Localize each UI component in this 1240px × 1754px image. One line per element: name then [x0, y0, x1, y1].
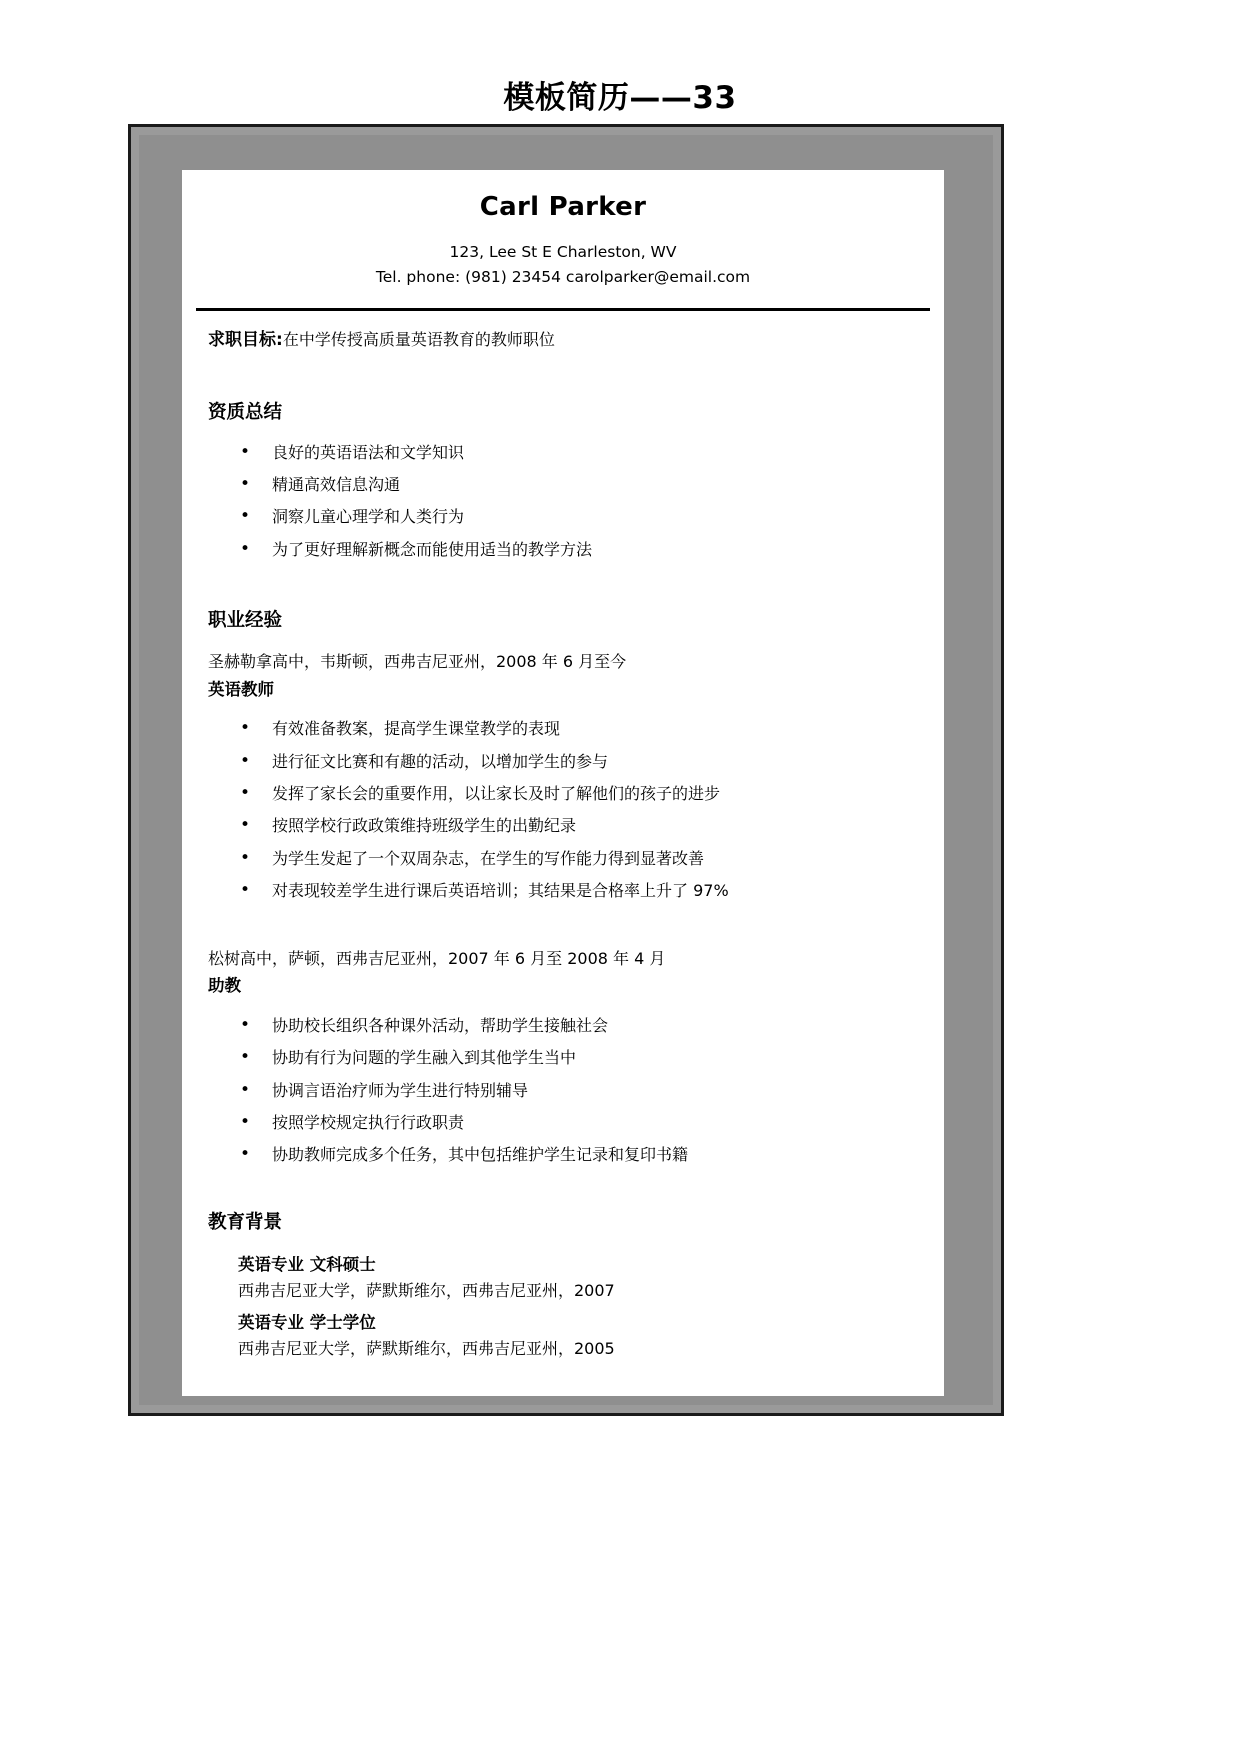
- list-item: • 协助校长组织各种课外活动，帮助学生接触社会: [208, 1015, 918, 1037]
- education-degree: 英语专业 文科硕士: [238, 1254, 376, 1274]
- list-item: • 为学生发起了一个双周杂志，在学生的写作能力得到显著改善: [208, 848, 918, 870]
- section-heading-experience: 职业经验: [208, 610, 283, 632]
- objective-label: 求职目标:: [208, 329, 283, 350]
- list-item: • 进行征文比赛和有趣的活动，以增加学生的参与: [208, 751, 918, 773]
- job-duties-list: [208, 718, 918, 902]
- list-item: • 洞察儿童心理学和人类行为: [208, 506, 918, 528]
- objective-text: 在中学传授高质量英语教育的教师职位: [282, 329, 555, 349]
- list-item: • 对表现较差学生进行课后英语培训；其结果是合格率上升了 97%: [208, 880, 918, 902]
- qualifications-list: [208, 442, 918, 562]
- job-place: 松树高中，萨顿，西弗吉尼亚州，2007 年 6 月至 2008 年 4 月: [208, 948, 666, 968]
- resume-body: [182, 311, 944, 1379]
- document-title: 模板简历——33: [503, 80, 737, 116]
- experience-entry: [208, 947, 918, 1167]
- list-item: • 良好的英语语法和文学知识: [208, 442, 918, 464]
- list-item: • 协助教师完成多个任务，其中包括维护学生记录和复印书籍: [208, 1144, 918, 1166]
- resume-card: [182, 170, 944, 1396]
- education-degree: 英语专业 学士学位: [238, 1312, 376, 1332]
- education-school: 西弗吉尼亚大学，萨默斯维尔，西弗吉尼亚州，2005: [238, 1339, 615, 1359]
- list-item: • 发挥了家长会的重要作用，以让家长及时了解他们的孩子的进步: [208, 783, 918, 805]
- list-item: • 协调言语治疗师为学生进行特别辅导: [208, 1080, 918, 1102]
- list-item: • 协助有行为问题的学生融入到其他学生当中: [208, 1047, 918, 1069]
- section-heading-qualifications: 资质总结: [208, 401, 283, 423]
- experience-entry: [208, 650, 918, 903]
- job-place: 圣赫勒拿高中，韦斯顿，西弗吉尼亚州，2008 年 6 月至今: [208, 651, 627, 671]
- education-school: 西弗吉尼亚大学，萨默斯维尔，西弗吉尼亚州，2007: [238, 1281, 615, 1301]
- list-item: • 按照学校行政政策维持班级学生的出勤纪录: [208, 815, 918, 837]
- objective-line: [208, 327, 918, 353]
- candidate-address: 123, Lee St E Charleston, WV: [449, 243, 677, 261]
- job-title: 助教: [208, 976, 241, 996]
- list-item: • 按照学校规定执行行政职责: [208, 1112, 918, 1134]
- experience-spacer: [208, 913, 918, 947]
- education-entry: [238, 1252, 918, 1363]
- list-item: • 有效准备教案，提高学生课堂教学的表现: [208, 718, 918, 740]
- section-heading-education: 教育背景: [208, 1211, 283, 1233]
- list-item: • 为了更好理解新概念而能使用适当的教学方法: [208, 539, 918, 561]
- job-title: 英语教师: [208, 679, 274, 699]
- list-item: • 精通高效信息沟通: [208, 474, 918, 496]
- resume-header: [182, 170, 944, 298]
- candidate-name: Carl Parker: [479, 192, 647, 222]
- candidate-contact: Tel. phone: (981) 23454 carolparker@email.com: [375, 267, 751, 286]
- job-duties-list: [208, 1015, 918, 1167]
